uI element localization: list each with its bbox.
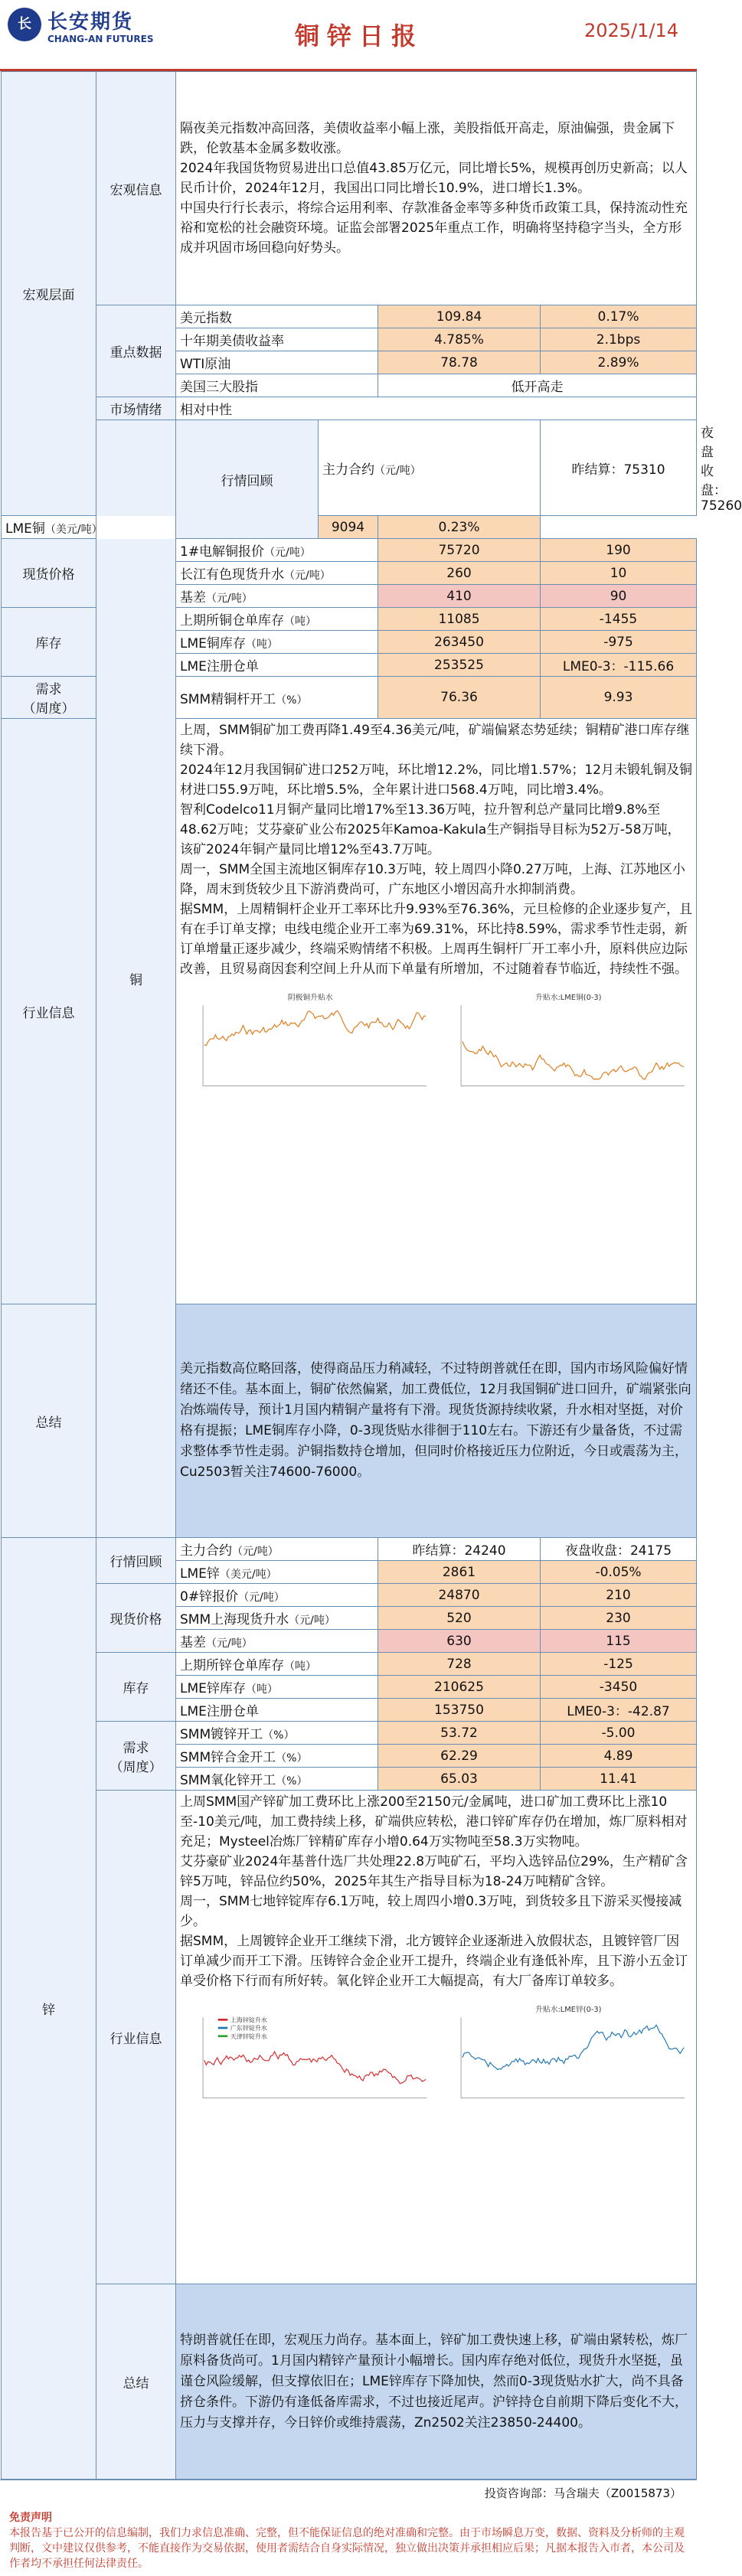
quote-value: 昨结算：75310 bbox=[541, 420, 697, 516]
stock-value: 728 bbox=[378, 1653, 541, 1676]
row-name: 基差 bbox=[180, 590, 206, 606]
stock-value: 210625 bbox=[378, 1676, 541, 1699]
macro-info-label: 宏观信息 bbox=[96, 72, 176, 305]
report-table: 宏观层面 宏观信息 隔夜美元指数冲高回落，美债收益率小幅上涨，美股指低开高走，原油偏强，贵金属下跌，伦敦基本金属多数收涨。 2024年我国货物贸易进出口总值43.85万亿元，同比增长5%，规模再创历史新高；以人民币计价，2024年12月，我国出口同比增长10.9%，进口增长1.3%。 中国央行行长表示，将综合运用利率、存款准备金率等多种货币政策工具，保持流动性充裕和宽松的社会融资环境。证监会部署2025年重点工作，明确将坚持稳字当头，全方形成并巩固市场回稳向好势头。 重点数据 美元指数 109.84 0.17% 十年期美债收益率 4.785% 2.1bps WTI原油 78.78 2.89% 美国三大股指 低开高走 市场情绪 相对中性 铜 行情回顾 主力合约（元/吨） 昨结算：75310 夜盘收盘：75260 LME铜（美元/吨） 9094 0.23% 现货价格 1#电解铜报价（元/吨） 75720 190 长江有色现货升水（元/吨） 260 10 基差（元/吨） 410 90 库存 上期所铜仓单库存（吨） 11085 -1455 LME铜库存（吨） 263450 -975 LME注册仓单 253525 LME0-3：-115.66 需求 （周度） SMM精铜杆开工（%） 76.36 9.93 行业信息 上周，SMM铜矿加工费再降1.49至4.36美元/吨，矿端偏紧态势延续；铜精矿港口库存继续下滑。 2024年12月我国铜矿进口252万吨，环比增12.2%，同比增1.57%；12月未锻轧铜及铜材进口55.9万吨，环比增5.5%，全年累计进口568.4万吨，同比增3.4%。 智利Codelco11月铜产量同比增17%至13.36万吨，拉升智利总产量同比增9.8%至48.62万吨；艾芬豪矿业公布2025年Kamoa-Kakula生产铜指导目标为52万-58万吨，该矿2024年铜产量同比增12%至43.7万吨。 周一，SMM全国主流地区铜库存10.3万吨，较上周四小降0.27万吨，上海、江苏地区小降，周末到货较少且下游消费尚可，广东地区小增因高升水抑制消费。 据SMM，上周精铜杆企业开工率环比升9.93%至76.36%，元旦检修的企业逐步复产，且有在手订单支撑；电线电缆企业开工率为69.31%，环比持8.59%，需求季节性走弱，新订单增量正逐步减少，终端采购情绪不积极。上周再生铜杆厂开工率小升，原料供应边际改善，且贸易商因套利空间上升从而下单量有所增加，不过随着春节临近，持续性不强。 阴极铜升贴水 升贴水:LME铜(0-3) 总结 美元指数高位略回落，使得商品压力稍减轻，不过特朗普就任在即，国内市场风险偏好情绪还不佳。基本面上，铜矿依然偏紧，加工费低位，12月我国铜矿进口回升，矿端紧张向冶炼端传导，预计1月国内精铜产量将有下滑。现货货源持续收紧，升水相对坚挺，对价格有提振；LME铜库存小降，0-3现货贴水徘徊于110左右。下游还有少量备货，不过需求整体季节性走弱。沪铜指数持仓增加，但同时价格接近压力位附近，今日或震荡为主，Cu2503暂关注74600-76000。 锌 行情回顾 主力合约（元/吨） 昨结算：24240 夜盘收盘：24175 LME锌（美元/吨） 2861 -0.05% 现货价格 0#锌报价（元/吨） 24870 210 SMM上海现货升水（元/吨） 520 230 基差（元/吨） 630 115 库存 上期所锌仓单库存（吨） 728 -125 LME锌库存（吨） 210625 -3450 LME注册仓单 153750 LME0-3：-42.87 需求 （周度） SMM镀锌开工（%） 53.72 -5.00 SMM锌合金开工（%） 62.29 4.89 SMM氧化锌开工（%） 65.03 11.41 行业信息 上周SMM国产锌矿加工费环比上涨200至2150元/金属吨，进口矿加工费环比上涨10至-10美元/吨，加工费持续上移，矿端供应转松，港口锌矿库存仍在增加，炼厂原料相对充足；Mysteel冶炼厂锌精矿库存小增0.64万实物吨至58.3万实物吨。 艾芬豪矿业2024年基普什选厂共处理22.8万吨矿石，平均入选锌品位29%，生产精矿含锌5万吨，锌品位约50%，2025年其生产指导目标为18-24万吨精矿含锌。 周一，SMM七地锌锭库存6.1万吨，较上周四小增0.3万吨，到货较多且下游采买慢接减少。 据SMM，上周镀锌企业开工继续下滑，北方镀锌企业逐渐进入放假状态，且镀锌管厂因订单减少而开工下滑。压铸锌合金企业开工提升，终端企业有逢低补库，且下游小五金订单受价格下行而有所好转。氧化锌企业开工大幅提高，有大厂备库订单较多。 上海锌锭升水 广东锌锭升水 天津锌锭升水 升贴水:LME锌(0-3) 总结 特朗普就任在即，宏观压力尚存。基本面上，锌矿加工费快速上移，矿端由紧转松，炼厂原料备货尚可。1月国内精锌产量预计小幅增长。国内库存绝对低位，现货升水坚挺，虽谨仓风险缓解，但支撑依旧在；LME锌库存下降加快，然而0-3现货贴水扩大，尚不具备挤仓条件。下游仍有逢低备库需求，不过也接近尾声。沪锌持仓自前期下降后变化不大，压力与支撑并存，今日锌价或维持震荡，Zn2502关注23850-24400。 bbox=[1, 71, 697, 2480]
stock-change: -975 bbox=[541, 631, 697, 654]
zinc-chart-spot-premium bbox=[191, 1996, 430, 2118]
spot-value: 520 bbox=[378, 1607, 541, 1630]
row-unit: （吨） bbox=[284, 615, 316, 628]
row-unit: （元/吨） bbox=[289, 1614, 335, 1627]
row-name: LME铜库存 bbox=[180, 636, 246, 651]
spot-change: 10 bbox=[541, 562, 697, 585]
stock-label: 库存 bbox=[96, 1653, 176, 1722]
summary-text: 特朗普就任在即，宏观压力尚存。基本面上，锌矿加工费快速上移，矿端由紧转松，炼厂原料备货尚可。1月国内精锌产量预计小幅增长。国内库存绝对低位，现货升水坚挺，虽谨仓风险缓解，但支撑依旧在；LME锌库存下降加快，然而0-3现货贴水扩大，尚不具备挤仓条件。下游仍有逢低备库需求，不过也接近尾声。沪锌持仓自前期下降后变化不大，压力与支撑并存，今日锌价或维持震荡，Zn2502关注23850-24400。 bbox=[176, 2284, 697, 2480]
key-data-name: 十年期美债收益率 bbox=[176, 328, 378, 351]
row-unit: （美元/吨） bbox=[219, 1569, 277, 1581]
spot-name bbox=[176, 585, 378, 608]
row-unit: （吨） bbox=[245, 638, 278, 651]
quote-label: 行情回顾 bbox=[176, 420, 319, 539]
summary-label: 总结 bbox=[96, 2284, 176, 2480]
spot-change: 210 bbox=[541, 1584, 697, 1607]
row-unit: （%） bbox=[276, 694, 308, 707]
stock-name bbox=[176, 631, 378, 654]
row-name: 主力合约 bbox=[180, 1543, 232, 1559]
row-unit: （元/吨） bbox=[232, 1546, 279, 1558]
demand-name bbox=[176, 677, 378, 719]
spot-value: 630 bbox=[378, 1630, 541, 1653]
industry-text: 上周SMM国产锌矿加工费环比上涨200至2150元/金属吨，进口矿加工费环比上涨10至-10美元/吨，加工费持续上移，矿端供应转松，港口锌矿库存仍在增加，炼厂原料相对充足；Mysteel冶炼厂锌精矿库存小增0.64万实物吨至58.3万实物吨。 艾芬豪矿业2024年基普什选厂共处理22.8万吨矿石，平均入选锌品位29%，生产精矿含锌5万吨，锌品位约50%，2025年其生产指导目标为18-24万吨精矿含锌。 周一，SMM七地锌锭库存6.1万吨，较上周四小增0.3万吨，到货较多且下游采买慢接减少。 据SMM，上周镀锌企业开工继续下滑，北方镀锌企业逐渐进入放假状态，且镀锌管厂因订单减少而开工下滑。压铸锌合金企业开工提升，终端企业有逢低补库，且下游小五金订单受价格下行而有所好转。氧化锌企业开工大幅提高，有大厂备库订单较多。 bbox=[180, 1794, 688, 1989]
brand-name: 长安期货 bbox=[47, 11, 134, 34]
stock-name bbox=[176, 1676, 378, 1699]
macro-info-text: 隔夜美元指数冲高回落，美债收益率小幅上涨，美股指低开高走，原油偏强，贵金属下跌，伦敦基本金属多数收涨。 2024年我国货物贸易进出口总值43.85万亿元，同比增长5%，规模再创历史新高；以人民币计价，2024年12月，我国出口同比增长10.9%，进口增长1.3%。 中国央行行长表示，将综合运用利率、存款准备金率等多种货币政策工具，保持流动性充裕和宽松的社会融资环境。证监会部署2025年重点工作，明确将坚持稳字当头，全方形成并巩固市场回稳向好势头。 bbox=[176, 72, 697, 305]
stock-value: 263450 bbox=[378, 631, 541, 654]
row-unit: （元/吨） bbox=[264, 547, 311, 559]
chart-line bbox=[462, 2025, 683, 2069]
industry-info bbox=[176, 1791, 697, 2284]
key-data-change: 0.17% bbox=[541, 305, 697, 328]
stock-label: 库存 bbox=[2, 608, 96, 677]
key-data-change: 2.1bps bbox=[541, 328, 697, 351]
copper-chart-lme-spread bbox=[449, 984, 688, 1106]
chart-svg bbox=[449, 984, 688, 1106]
spot-name bbox=[176, 562, 378, 585]
stock-name bbox=[176, 1699, 378, 1722]
quote-change: -0.05% bbox=[541, 1561, 697, 1584]
row-unit: （%） bbox=[276, 1775, 308, 1788]
chart-line bbox=[204, 1010, 426, 1045]
row-name: 主力合约 bbox=[322, 462, 374, 478]
summary-label: 总结 bbox=[2, 1304, 96, 1538]
svg-text:广东锌锭升水: 广东锌锭升水 bbox=[230, 2025, 267, 2032]
row-name: 1#电解铜报价 bbox=[180, 544, 265, 560]
demand-name bbox=[176, 1722, 378, 1745]
demand-value: 76.36 bbox=[378, 677, 541, 719]
stock-value: 11085 bbox=[378, 608, 541, 631]
summary-text: 美元指数高位略回落，使得商品压力稍减轻，不过特朗普就任在即，国内市场风险偏好情绪还不佳。基本面上，铜矿依然偏紧，加工费低位，12月我国铜矿进口回升，矿端紧张向冶炼端传导，预计1月国内精铜产量将有下滑。现货货源持续收紧，升水相对坚挺，对价格有提振；LME铜库存小降，0-3现货贴水徘徊于110左右。下游还有少量备货，不过需求整体季节性走弱。沪铜指数持仓增加，但同时价格接近压力位附近，今日或震荡为主，Cu2503暂关注74600-76000。 bbox=[176, 1304, 697, 1538]
demand-value: 62.29 bbox=[378, 1745, 541, 1768]
row-name: 基差 bbox=[180, 1635, 206, 1650]
key-data-label: 重点数据 bbox=[96, 305, 176, 397]
quote-name bbox=[176, 1538, 378, 1561]
industry-label: 行业信息 bbox=[96, 1791, 176, 2284]
key-data-name: 美元指数 bbox=[176, 305, 378, 328]
row-name: SMM锌合金开工 bbox=[180, 1750, 276, 1765]
chart-title: 升贴水:LME铜(0-3) bbox=[534, 994, 601, 1003]
row-name: LME注册仓单 bbox=[180, 659, 259, 674]
industry-info bbox=[176, 719, 697, 1304]
industry-text: 上周，SMM铜矿加工费再降1.49至4.36美元/吨，矿端偏紧态势延续；铜精矿港口库存继续下滑。 2024年12月我国铜矿进口252万吨，环比增12.2%，同比增1.57%；12月未锻轧铜及铜材进口55.9万吨，环比增5.5%，全年累计进口568.4万吨，同比增3.4%。 智利Codelco11月铜产量同比增17%至13.36万吨，拉升智利总产量同比增9.8%至48.62万吨；艾芬豪矿业公布2025年Kamoa-Kakula生产铜指导目标为52万-58万吨，该矿2024年铜产量同比增12%至43.7万吨。 周一，SMM全国主流地区铜库存10.3万吨，较上周四小降0.27万吨，上海、江苏地区小降，周末到货较少且下游消费尚可，广东地区小增因高升水抑制消费。 据SMM，上周精铜杆企业开工率环比升9.93%至76.36%，元旦检修的企业逐步复产，且有在手订单支撑；电线电缆企业开工率为69.31%，环比持8.59%，需求季节性走弱，新订单增量正逐步减少，终端采购情绪不积极。上周再生铜杆厂开工率小升，原料供应边际改善，且贸易商因套利空间上升从而下单量有所增加，不过随着春节临近，持续性不强。 bbox=[180, 723, 692, 977]
spot-label: 现货价格 bbox=[96, 1584, 176, 1653]
row-name: LME锌 bbox=[180, 1566, 220, 1582]
spot-name bbox=[176, 539, 378, 562]
brand-name-en: CHANG-AN FUTURES bbox=[47, 34, 154, 44]
spot-name bbox=[176, 1607, 378, 1630]
demand-label: 需求 （周度） bbox=[96, 1722, 176, 1791]
chart-title: 阴极铜升贴水 bbox=[287, 994, 333, 1003]
quote-value: 2861 bbox=[378, 1561, 541, 1584]
chart-svg bbox=[191, 1996, 430, 2118]
row-name: SMM精铜杆开工 bbox=[180, 691, 276, 707]
stock-change: -125 bbox=[541, 1653, 697, 1676]
quote-name bbox=[319, 420, 541, 516]
demand-change: -5.00 bbox=[541, 1722, 697, 1745]
row-name: 上期所铜仓单库存 bbox=[180, 613, 284, 628]
stock-change: LME0-3：-42.87 bbox=[541, 1699, 697, 1722]
spot-change: 90 bbox=[541, 585, 697, 608]
row-name: LME锌库存 bbox=[180, 1681, 246, 1696]
row-unit: （%） bbox=[263, 1729, 295, 1742]
section-zinc: 锌 bbox=[2, 1538, 96, 2480]
report-header bbox=[0, 0, 697, 71]
row-unit: （%） bbox=[276, 1752, 308, 1765]
stock-value: 253525 bbox=[378, 654, 541, 677]
quote-name bbox=[2, 516, 176, 539]
stock-change: -3450 bbox=[541, 1676, 697, 1699]
spot-value: 410 bbox=[378, 585, 541, 608]
demand-name bbox=[176, 1768, 378, 1791]
key-data-change: 2.89% bbox=[541, 351, 697, 374]
svg-text:上海锌锭升水: 上海锌锭升水 bbox=[230, 2016, 267, 2024]
report-title: 铜锌日报 bbox=[295, 21, 424, 51]
spot-change: 190 bbox=[541, 539, 697, 562]
disclaimer-title: 免责声明 bbox=[9, 2512, 52, 2524]
demand-change: 9.93 bbox=[541, 677, 697, 719]
quote-name bbox=[176, 1561, 378, 1584]
key-data-value: 78.78 bbox=[378, 351, 541, 374]
key-data-name: 美国三大股指 bbox=[176, 374, 378, 397]
copper-chart-spot-premium bbox=[191, 984, 430, 1106]
company-logo: 长 bbox=[8, 8, 41, 41]
chart-line bbox=[462, 1041, 683, 1079]
quote-label: 行情回顾 bbox=[96, 1538, 176, 1584]
row-name: SMM上海现货升水 bbox=[180, 1612, 289, 1628]
stock-name bbox=[176, 608, 378, 631]
spot-value: 260 bbox=[378, 562, 541, 585]
row-unit: （元/吨） bbox=[238, 1592, 285, 1604]
row-name: SMM氧化锌开工 bbox=[180, 1773, 276, 1788]
row-unit: （元/吨） bbox=[374, 464, 421, 477]
row-name: 0#锌报价 bbox=[180, 1589, 239, 1605]
demand-change: 4.89 bbox=[541, 1745, 697, 1768]
disclaimer-text: 本报告基于已公开的信息编制，我们力求信息准确、完整，但不能保证信息的绝对准确和完整。由于市场瞬息万变，数据、资料及分析师的主观判断，文中建议仅供参考，不能直接作为交易依据，使用者需结合自身实际情况，独立做出决策并承担相应后果；凡据本报告入市者，本公司及作者均不承担任何法律责任。 bbox=[9, 2527, 685, 2570]
stock-value: 153750 bbox=[378, 1699, 541, 1722]
key-data-name: WTI原油 bbox=[176, 351, 378, 374]
demand-change: 11.41 bbox=[541, 1768, 697, 1791]
spot-change: 115 bbox=[541, 1630, 697, 1653]
stock-change: LME0-3：-115.66 bbox=[541, 654, 697, 677]
chart-line bbox=[204, 2052, 426, 2084]
spot-name bbox=[176, 1630, 378, 1653]
disclaimer bbox=[0, 2506, 697, 2576]
chart-svg bbox=[191, 984, 430, 1106]
spot-change: 230 bbox=[541, 1607, 697, 1630]
quote-value: 昨结算：24240 bbox=[378, 1538, 541, 1561]
investment-dept: 投资咨询部：马含瑞夫（Z0015873） bbox=[0, 2480, 697, 2506]
row-unit: （美元/吨） bbox=[44, 524, 103, 536]
report-date: 2025/1/14 bbox=[583, 20, 678, 41]
stock-change: -1455 bbox=[541, 608, 697, 631]
demand-label: 需求 （周度） bbox=[2, 677, 96, 719]
section-macro: 宏观层面 bbox=[2, 72, 96, 516]
row-name: LME注册仓单 bbox=[180, 1704, 259, 1719]
row-unit: （元/吨） bbox=[206, 1637, 253, 1650]
key-data-value: 低开高走 bbox=[378, 374, 697, 397]
row-name: LME铜 bbox=[5, 521, 45, 537]
industry-label: 行业信息 bbox=[2, 719, 96, 1304]
row-unit: （吨） bbox=[284, 1660, 316, 1673]
row-name: 长江有色现货升水 bbox=[180, 567, 284, 583]
key-data-value: 4.785% bbox=[378, 328, 541, 351]
sentiment-label: 市场情绪 bbox=[96, 397, 176, 420]
row-unit: （元/吨） bbox=[284, 570, 331, 582]
row-unit: （元/吨） bbox=[206, 593, 253, 605]
spot-value: 24870 bbox=[378, 1584, 541, 1607]
demand-name bbox=[176, 1745, 378, 1768]
row-name: 上期所锌仓单库存 bbox=[180, 1658, 284, 1673]
quote-change: 夜盘收盘：24175 bbox=[541, 1538, 697, 1561]
section-copper: 铜 bbox=[96, 420, 176, 1538]
spot-label: 现货价格 bbox=[2, 539, 96, 608]
chart-title: 升贴水:LME锌(0-3) bbox=[534, 2006, 601, 2015]
stock-name bbox=[176, 1653, 378, 1676]
quote-change: 0.23% bbox=[378, 516, 541, 539]
svg-text:天津锌锭升水: 天津锌锭升水 bbox=[230, 2032, 267, 2040]
sentiment-value: 相对中性 bbox=[176, 397, 697, 420]
demand-value: 53.72 bbox=[378, 1722, 541, 1745]
chart-svg bbox=[449, 1996, 688, 2118]
row-unit: （吨） bbox=[245, 1683, 278, 1696]
spot-value: 75720 bbox=[378, 539, 541, 562]
spot-name bbox=[176, 1584, 378, 1607]
stock-name bbox=[176, 654, 378, 677]
demand-value: 65.03 bbox=[378, 1768, 541, 1791]
row-name: SMM镀锌开工 bbox=[180, 1727, 263, 1742]
quote-value: 9094 bbox=[319, 516, 378, 539]
zinc-chart-lme-spread bbox=[449, 1996, 688, 2118]
key-data-value: 109.84 bbox=[378, 305, 541, 328]
